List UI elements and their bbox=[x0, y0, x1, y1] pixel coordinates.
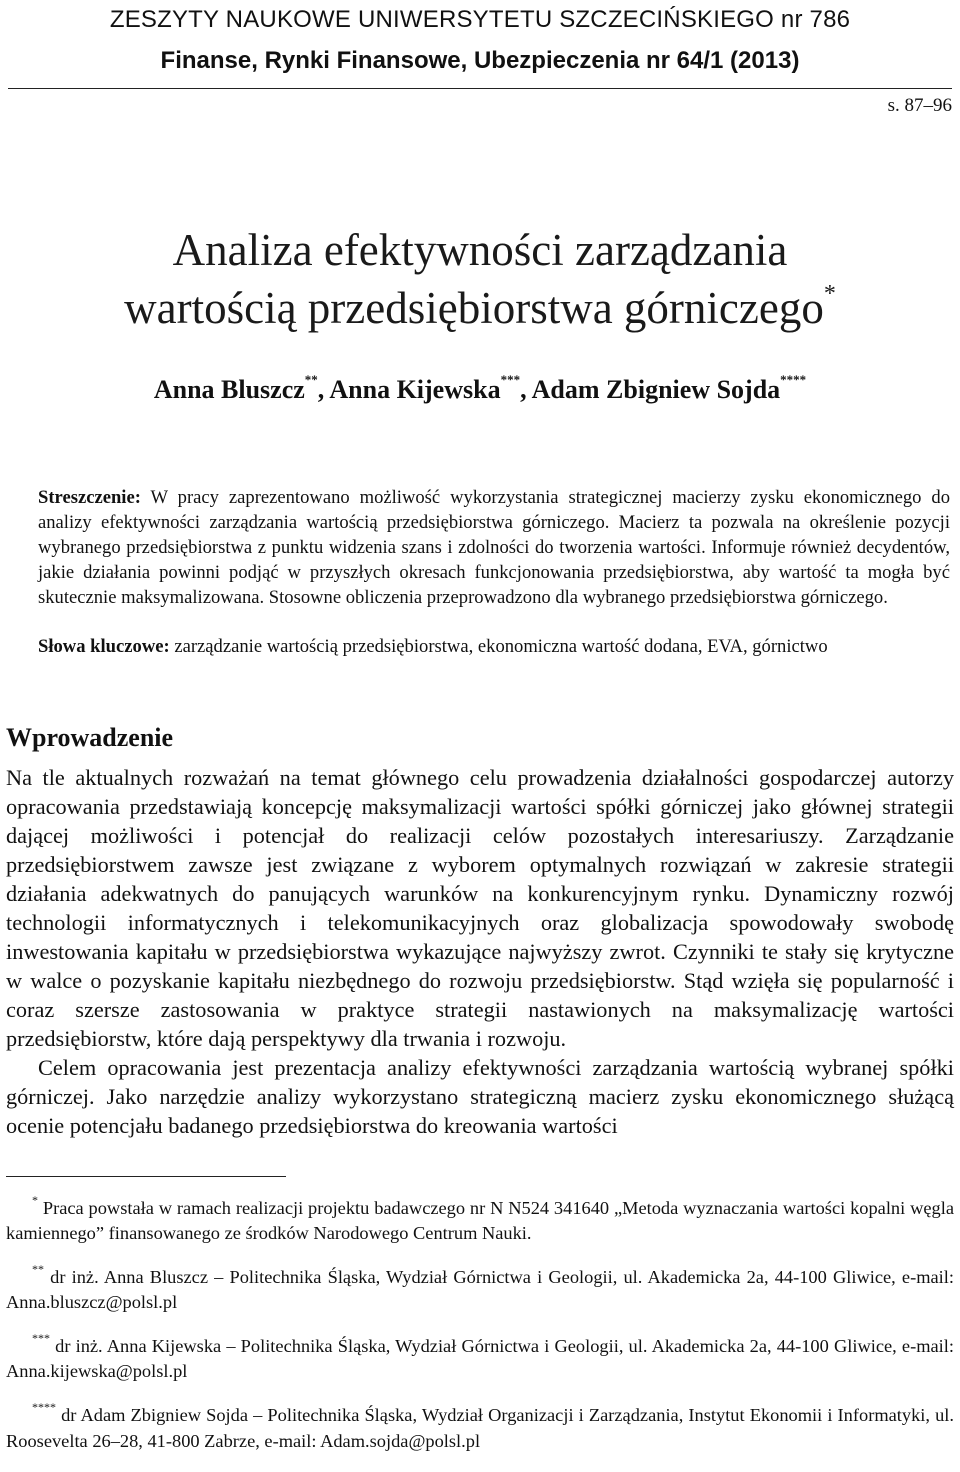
abstract-label: Streszczenie: bbox=[38, 487, 141, 508]
footnote-mark: *** bbox=[32, 1331, 50, 1346]
author-footnote-mark: *** bbox=[500, 372, 521, 388]
abstract bbox=[38, 485, 950, 610]
author-footnote-mark: **** bbox=[780, 372, 807, 388]
footnote-mark: ** bbox=[32, 1262, 44, 1277]
body-paragraph: Na tle aktualnych rozważań na temat głównego celu prowadzenia działalności gospodarczej autorzy opracowania przedstawiają koncepcję maksymalizacji wartości spółki górniczej jako głównej strategii dającej możliwości i potencjał do realizacji celów pozostałych interesariuszy. Zarządzanie przedsiębiorstwem zawsze jest związane z wyborem optymalnych rozwiązań w zakresie strategii działania adekwatnych do panujących warunków na konkurencyjnym rynku. Dynamiczny rozwój technologii informatycznych i telekomunikacyjnych oraz globalizacja spowodowały swobodę inwestowania kapitału w przedsiębiorstwa wykazujące najwyższy zwrot. Czynniki te stały się krytyczne w walce o pozyskanie kapitału niezbędnego do rozwoju przedsiębiorstw. Stąd wzięła się popularność i coraz szersze zastosowania w praktyce strategii nastawionych na maksymalizację wartości przedsiębiorstw, które dają perspektywy dla trwania i rozwoju. bbox=[6, 765, 954, 1051]
paper-title bbox=[6, 225, 954, 333]
footnote bbox=[6, 1329, 954, 1384]
footnote-mark: **** bbox=[32, 1400, 56, 1415]
author-name: Adam Zbigniew Sojda bbox=[531, 375, 781, 404]
author-footnote-mark: ** bbox=[304, 372, 318, 388]
keywords-text: zarządzanie wartością przedsiębiorstwa, ekonomiczna wartość dodana, EVA, górnictwo bbox=[169, 636, 828, 657]
footnotes bbox=[6, 1191, 954, 1454]
abstract-text: W pracy zaprezentowano możliwość wykorzystania strategicznej macierzy zysku ekonomicznego do analizy efektywności zarządzania wartością przedsiębiorstwa górniczego. Macierz ta pozwala na określenie pozycji wybranego przedsiębiorstwa z punktu widzenia szans i zdolności do tworzenia wartości. Informuje również decydentów, jakie działania powinni podjąć w przyszłych okresach funkcjonowania przedsiębiorstwa, aby wartość ta mogła być skutecznie maksymalizowana. Stosowne obliczenia przeprowadzono dla wybranego przedsiębiorstwa górniczego. bbox=[38, 487, 950, 608]
journal-issue: Finanse, Rynki Finansowe, Ubezpieczenia nr 64/1 (2013) bbox=[160, 47, 800, 74]
title-line-2: wartością przedsiębiorstwa górniczego bbox=[124, 283, 824, 333]
author-list bbox=[6, 372, 954, 405]
footnote-mark: * bbox=[32, 1193, 38, 1207]
author-name: Anna Bluszcz bbox=[153, 375, 305, 404]
author-separator: , bbox=[520, 375, 532, 404]
footnote bbox=[6, 1260, 954, 1315]
footnote-text: Praca powstała w ramach realizacji projektu badawczego nr N N524 341640 „Metoda wyznaczania wartości kopalni węgla kamiennego” finansowanego ze środków Narodowego Centrum Nauki. bbox=[6, 1198, 954, 1244]
title-line-1: Analiza efektywności zarządzania bbox=[172, 225, 788, 275]
page-range: s. 87–96 bbox=[887, 95, 952, 116]
journal-header bbox=[6, 0, 954, 89]
footnote-divider bbox=[6, 1176, 286, 1177]
author-separator: , bbox=[317, 375, 330, 404]
footnote bbox=[6, 1398, 954, 1453]
footnote-text: dr inż. Anna Bluszcz – Politechnika Śląska, Wydział Górnictwa i Geologii, ul. Akademicka 2a, 44-100 Gliwice, e-mail: Anna.bluszcz@polsl.pl bbox=[6, 1267, 954, 1313]
keywords bbox=[38, 634, 950, 659]
footnote-text: dr Adam Zbigniew Sojda – Politechnika Śląska, Wydział Organizacji i Zarządzania, Instytut Ekonomii i Informatyki, ul. Roosevelta 26–28, 41-800 Zabrze, e-mail: Adam.sojda@polsl.pl bbox=[6, 1405, 954, 1451]
title-footnote-mark: * bbox=[823, 281, 836, 307]
footnote bbox=[6, 1191, 954, 1246]
body-paragraph: Celem opracowania jest prezentacja analizy efektywności zarządzania wartością wybranej spółki górniczej. Jako narzędzie analizy wykorzystano strategiczną macierz zysku ekonomicznego służącą ocenie potencjału badanego przedsiębiorstwa do kreowania wartości bbox=[6, 1055, 954, 1138]
footnote-text: dr inż. Anna Kijewska – Politechnika Śląska, Wydział Górnictwa i Geologii, ul. Akademicka 2a, 44-100 Gliwice, e-mail: Anna.kijewska@polsl.pl bbox=[6, 1336, 954, 1382]
header-divider bbox=[8, 88, 952, 89]
section-heading: Wprowadzenie bbox=[6, 723, 174, 752]
author-name: Anna Kijewska bbox=[329, 375, 501, 404]
section-body bbox=[6, 763, 954, 1140]
journal-series: ZESZYTY NAUKOWE UNIWERSYTETU SZCZECIŃSKIEGO nr 786 bbox=[109, 6, 851, 33]
keywords-label: Słowa kluczowe: bbox=[38, 636, 170, 657]
